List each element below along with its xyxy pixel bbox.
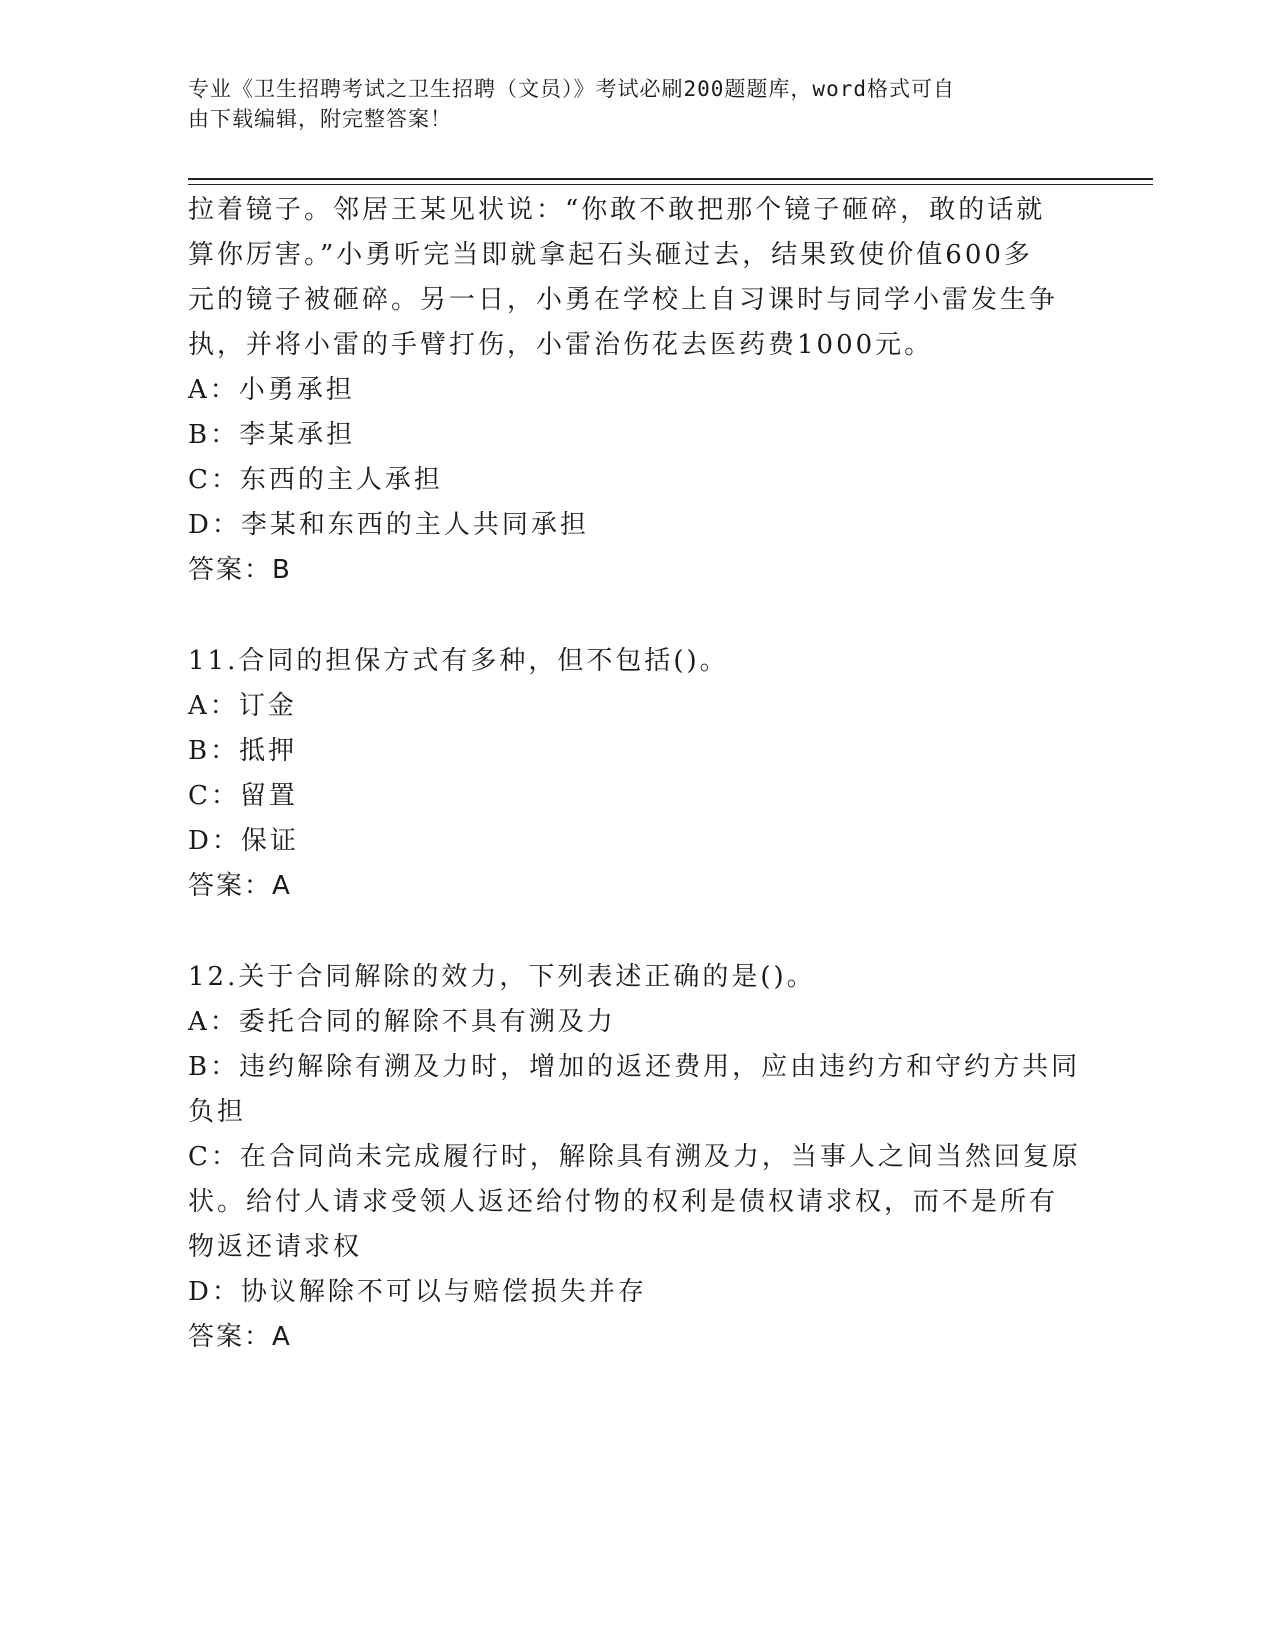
option-c: C：东西的主人承担: [188, 465, 443, 495]
option-b: B：抵押: [188, 736, 298, 766]
question-11: [188, 639, 1078, 909]
question-10: [188, 188, 1078, 593]
option-d: D：李某和东西的主人共同承担: [188, 510, 589, 540]
document-body: [188, 188, 1081, 1360]
question-stem-line: 拉着镜子。邻居王某见状说：“你敢不敢把那个镜子砸碎，敢的话就: [188, 195, 1046, 225]
option-c-continued: 物返还请求权: [188, 1232, 363, 1262]
option-a: A：订金: [188, 691, 297, 721]
answer: 答案：A: [188, 871, 292, 901]
header-line-1: 专业《卫生招聘考试之卫生招聘（文员）》考试必刷200题题库，word格式可自: [188, 77, 955, 101]
answer: 答案：B: [188, 555, 292, 585]
question-stem: 11.合同的担保方式有多种，但不包括()。: [188, 646, 729, 676]
question-stem: 12.关于合同解除的效力，下列表述正确的是()。: [188, 962, 816, 992]
option-d: D：协议解除不可以与赔偿损失并存: [188, 1277, 647, 1307]
option-a: A：小勇承担: [188, 375, 355, 405]
question-stem-line: 执，并将小雷的手臂打伤，小雷治伤花去医药费1000元。: [188, 330, 934, 360]
header-divider-thin: [188, 184, 1153, 185]
question-12: [188, 955, 1081, 1360]
option-c: C：留置: [188, 781, 298, 811]
header-line-2: 由下载编辑，附完整答案！: [188, 107, 452, 131]
option-d: D：保证: [188, 826, 299, 856]
answer: 答案：A: [188, 1322, 292, 1352]
header-divider-thick: [188, 178, 1153, 180]
option-c: C：在合同尚未完成履行时，解除具有溯及力，当事人之间当然回复原: [188, 1142, 1081, 1172]
option-a: A：委托合同的解除不具有溯及力: [188, 1007, 616, 1037]
question-stem-line: 算你厉害。”小勇听完当即就拿起石头砸过去，结果致使价值600多: [188, 240, 1033, 270]
question-stem-line: 元的镜子被砸碎。另一日，小勇在学校上自习课时与同学小雷发生争: [188, 285, 1059, 315]
option-b-continued: 负担: [188, 1097, 247, 1127]
option-b: B：李某承担: [188, 420, 356, 450]
option-c-continued: 状。给付人请求受领人返还给付物的权利是债权请求权，而不是所有: [188, 1187, 1059, 1217]
spacer: [188, 593, 1078, 639]
option-b: B：违约解除有溯及力时，增加的返还费用，应由违约方和守约方共同: [188, 1052, 1081, 1082]
document-header: [188, 74, 1068, 134]
spacer: [188, 909, 1078, 955]
